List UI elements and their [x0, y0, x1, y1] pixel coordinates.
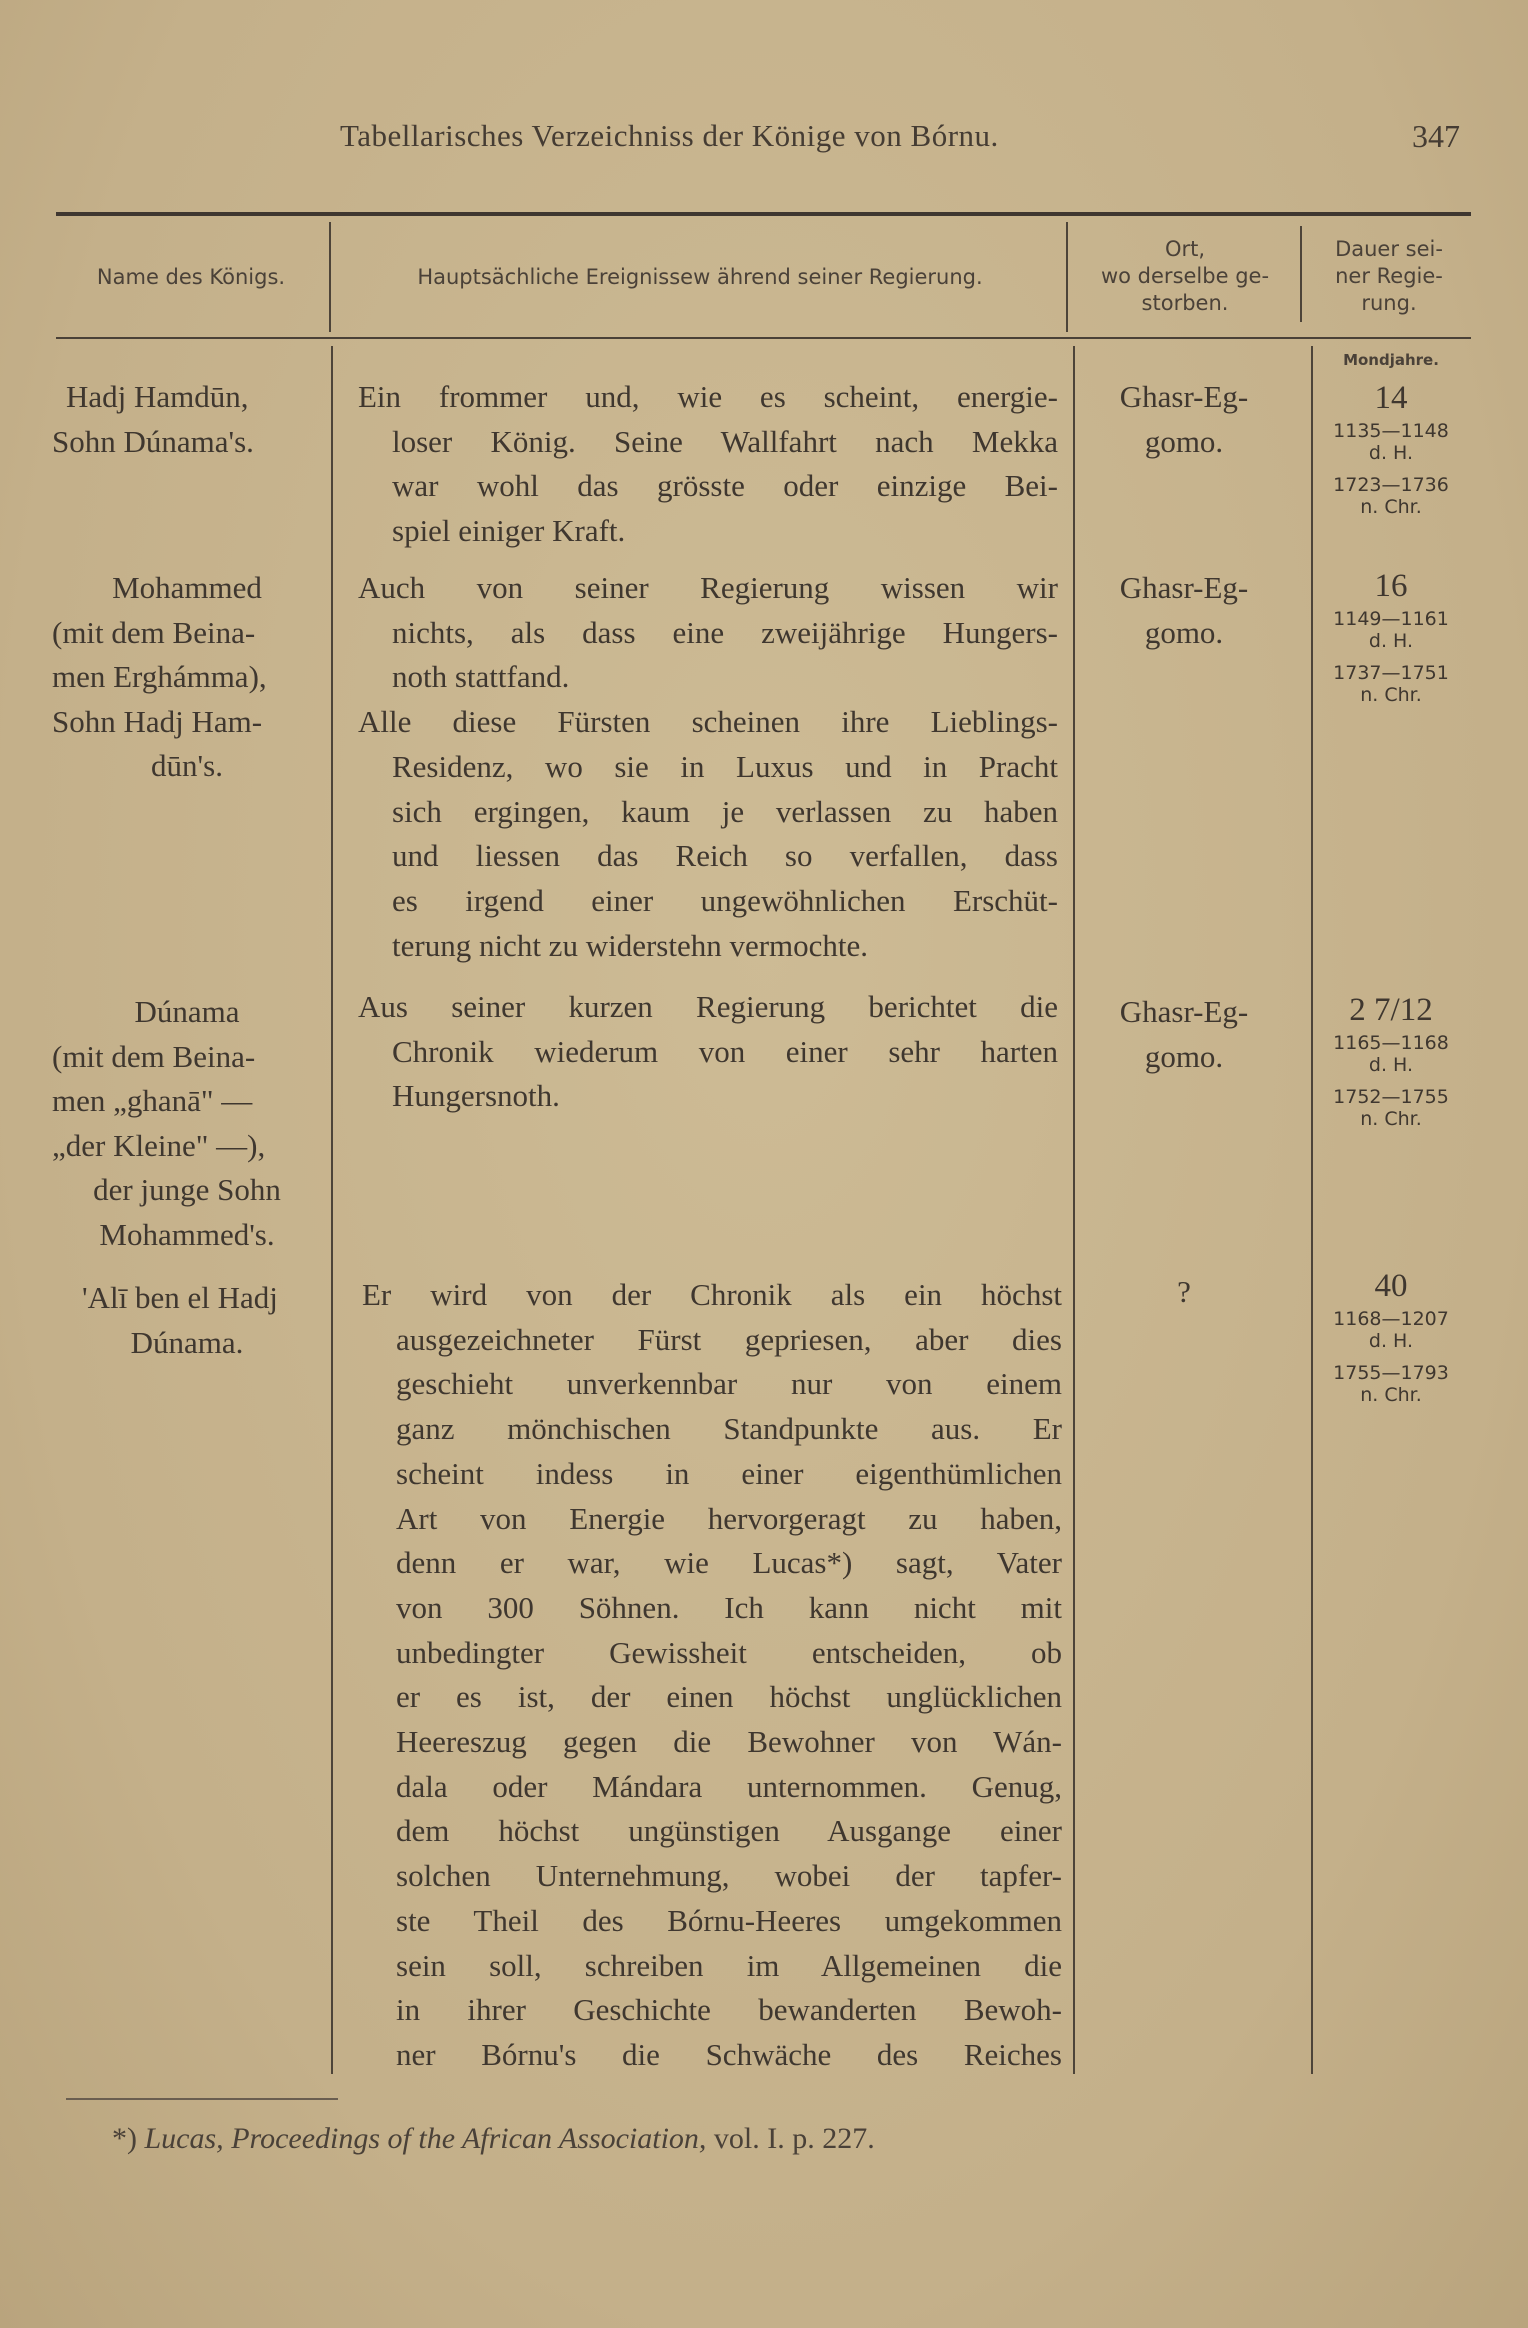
reign-duration: 14 1135—1148 d. H. 1723—1736 n. Chr. [1306, 378, 1476, 518]
reign-years: 2 7/12 [1349, 992, 1433, 1028]
reign-duration: 40 1168—1207 d. H. 1755—1793 n. Chr. [1306, 1266, 1476, 1406]
table-top-rule [56, 212, 1471, 216]
column-header-duration: Dauer sei- ner Regie- rung. [1335, 237, 1443, 315]
column-divider [331, 346, 333, 2074]
events-text: Er wird von der Chronik als ein höchst ausgezeichneter Fürst gepriesen, aber dies geschieht unverkennbar nur von einem ganz mönchischen Standpunkte aus. Er scheint indess in einer eigenthümlichen Art von Energie hervorgeragt zu haben, denn er war, wie Lucas*) sagt, Vater von 300 Söhnen. Ich kann nicht mit unbedingter Gewissheit entscheiden, ob er es ist, der einen höchst unglücklichen Heereszug gegen die Bewohner von Wán- dala oder Mándara unternommen. Genug, dem höchst ungünstigen Ausgange einer solchen Unternehmung, wobei der tapfer- ste Theil des Bórnu-Heeres umgekommen sein soll, schreiben im Allgemeinen die in ihrer Geschichte bewanderten Bewoh- ner Bórnu's die Schwäche des Reiches [362, 1277, 1062, 2072]
king-name: Hadj Hamdūn, Sohn Dúnama's. [52, 379, 254, 459]
king-name: Mohammed (mit dem Beina- men Erghámma), Sohn Hadj Ham- dūn's. [52, 570, 267, 784]
place-of-death: Ghasr-Eg- gomo. [1119, 994, 1249, 1074]
reign-years: 40 [1374, 1268, 1408, 1304]
reign-years: 14 [1374, 380, 1408, 416]
column-header-place: Ort, wo derselbe ge- storben. [1100, 237, 1270, 315]
events-text: Ein frommer und, wie es scheint, energie- loser König. Seine Wallfahrt nach Mekka war wohl das grösste oder einzige Bei- spiel einiger Kraft. [358, 379, 1058, 549]
footnote-rule [66, 2098, 338, 2100]
column-header-name: Name des Königs. [96, 265, 286, 289]
column-header-events: Hauptsächliche Ereignissew ährend seiner Regierung. [417, 265, 983, 289]
place-of-death: Ghasr-Eg- gomo. [1119, 379, 1249, 459]
header-bottom-rule [56, 337, 1471, 339]
events-text: Auch von seiner Regierung wissen wir nichts, als dass eine zweijährige Hungers- noth stattfand. Alle diese Fürsten scheinen ihre Lieblings- Residenz, wo sie in Luxus und in Pracht sich ergingen, kaum je verlassen zu haben und liessen das Reich so verfallen, dass es irgend einer ungewöhnlichen Erschüt- terung nicht zu widerstehn vermochte. [358, 570, 1058, 963]
king-name: 'Alī ben el Hadj Dúnama. [82, 1280, 278, 1360]
place-of-death: ? [1177, 1274, 1191, 1309]
header-divider [1066, 222, 1068, 332]
page-number: 347 [1412, 118, 1460, 154]
running-title: Tabellarisches Verzeichniss der Könige von Bórnu. [340, 118, 999, 153]
king-name: Dúnama (mit dem Beina- men „ghanā" — „der Kleine" —), der junge Sohn Mohammed's. [52, 994, 281, 1252]
header-divider [1300, 226, 1302, 322]
duration-unit-label: Mondjahre. [1343, 351, 1439, 369]
events-text: Aus seiner kurzen Regierung berichtet die Chronik wiederum von einer sehr harten Hungersnoth. [358, 989, 1058, 1114]
header-divider [329, 222, 331, 332]
place-of-death: Ghasr-Eg- gomo. [1119, 570, 1249, 650]
reign-years: 16 [1374, 568, 1408, 604]
footnote: *) Lucas, Proceedings of the African Association, vol. I. p. 227. [112, 2122, 875, 2155]
reign-duration: 16 1149—1161 d. H. 1737—1751 n. Chr. [1306, 566, 1476, 706]
reign-duration: 2 7/12 1165—1168 d. H. 1752—1755 n. Chr. [1306, 990, 1476, 1130]
